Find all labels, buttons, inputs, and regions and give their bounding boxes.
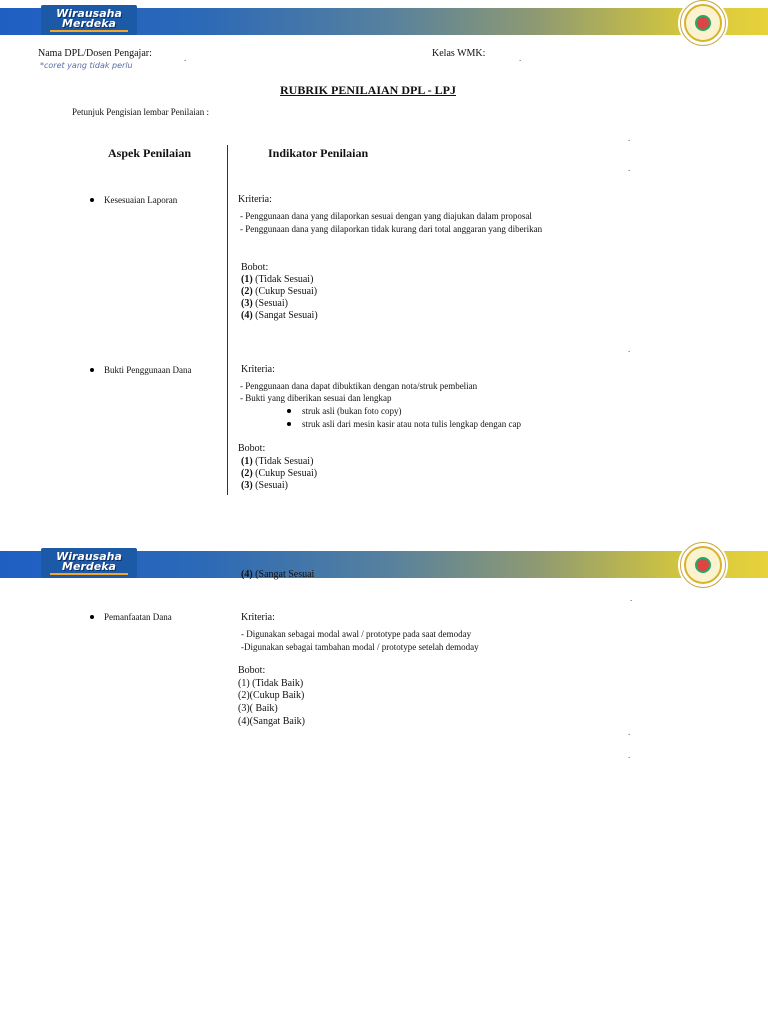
logo-line1: Wirausaha [56, 6, 122, 20]
logo-line2: Merdeka [62, 16, 116, 30]
kriteria-item: - Penggunaan dana yang dilaporkan tidak kurang dari total anggaran yang diberikan [240, 224, 543, 234]
kelas-wmk-label: Kelas WMK: [432, 48, 486, 59]
university-seal-icon [680, 0, 726, 46]
bobot-item: (2) (Cukup Sesuai) [241, 468, 318, 479]
bobot-item: (2) (Cukup Sesuai) [241, 286, 318, 297]
mark-dot: . [628, 727, 631, 737]
kriteria-label: Kriteria: [241, 612, 275, 623]
bobot-item: (3) (Sesuai) [241, 480, 288, 491]
wirausaha-merdeka-logo [41, 548, 137, 578]
bullet-icon [90, 368, 94, 372]
bobot-item: (3) (Sesuai) [241, 298, 288, 309]
mark-dot: . [628, 163, 631, 173]
sub-item: struk asli (bukan foto copy) [302, 406, 402, 416]
kriteria-label: Kriteria: [238, 194, 272, 205]
logo-stripe [50, 573, 128, 575]
wirausaha-merdeka-logo [41, 5, 137, 35]
page-title: RUBRIK PENILAIAN DPL - LPJ [280, 83, 457, 97]
aspek-kesesuaian-laporan: Kesesuaian Laporan [104, 195, 178, 205]
logo-stripe [50, 30, 128, 32]
bobot-item: (2)(Cukup Baik) [238, 690, 305, 701]
bobot-item: (3)( Baik) [238, 703, 278, 714]
bullet-icon [90, 198, 94, 202]
bullet-icon [287, 409, 291, 413]
bobot-item: (4) (Sangat Sesuai) [241, 310, 318, 321]
university-seal-icon [680, 542, 726, 588]
bobot-label: Bobot: [238, 665, 266, 676]
logo-line1: Wirausaha [56, 549, 122, 563]
mark-dot: . [519, 53, 522, 63]
column-header-indikator: Indikator Penilaian [268, 146, 369, 160]
nama-dpl-label: Nama DPL/Dosen Pengajar: [38, 48, 152, 59]
aspek-pemanfaatan-dana: Pemanfaatan Dana [104, 612, 172, 622]
bobot-item: (1) (Tidak Baik) [238, 678, 304, 689]
mark-dot: . [630, 593, 633, 603]
bullet-icon [287, 422, 291, 426]
sub-item: struk asli dari mesin kasir atau nota tulis lengkap dengan cap [302, 419, 521, 429]
bobot-item: (1) (Tidak Sesuai) [241, 274, 314, 285]
bobot-item: (1) (Tidak Sesuai) [241, 456, 314, 467]
coret-hint: *coret yang tidak perlu [40, 61, 133, 70]
kriteria-item: - Bukti yang diberikan sesuai dan lengkap [240, 393, 392, 403]
kriteria-item: - Penggunaan dana yang dilaporkan sesuai dengan yang diajukan dalam proposal [240, 211, 532, 221]
bullet-icon [90, 615, 94, 619]
kriteria-item: -Digunakan sebagai tambahan modal / prototype setelah demoday [241, 642, 479, 652]
kriteria-item: - Digunakan sebagai modal awal / prototype pada saat demoday [241, 629, 472, 639]
mark-dot: . [628, 344, 631, 354]
mark-dot: . [628, 133, 631, 143]
logo-line2: Merdeka [62, 559, 116, 573]
column-divider [227, 145, 228, 495]
petunjuk-text: Petunjuk Pengisian lembar Penilaian : [72, 107, 209, 117]
column-header-aspek: Aspek Penilaian [108, 146, 192, 160]
bobot-label: Bobot: [241, 262, 269, 273]
kriteria-label: Kriteria: [241, 364, 275, 375]
bobot-item: (4)(Sangat Baik) [238, 716, 305, 727]
bobot-item: (4) (Sangat Sesuai [241, 569, 315, 580]
aspek-bukti-penggunaan-dana: Bukti Penggunaan Dana [104, 365, 192, 375]
kriteria-item: - Penggunaan dana dapat dibuktikan dengan nota/struk pembelian [240, 381, 478, 391]
mark-dot: . [184, 53, 187, 63]
bobot-label: Bobot: [238, 443, 266, 454]
mark-dot: . [628, 750, 631, 760]
